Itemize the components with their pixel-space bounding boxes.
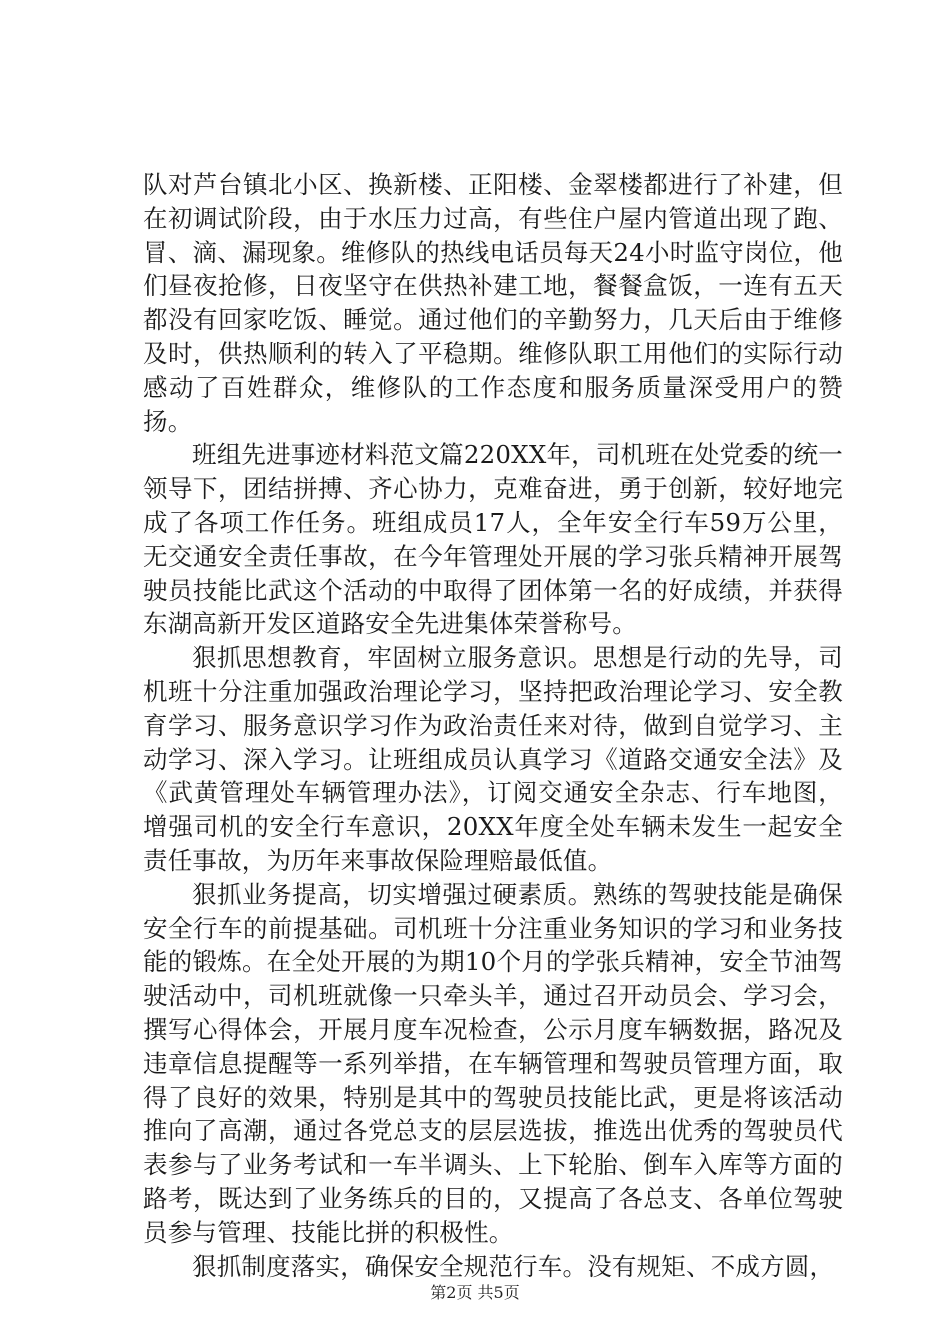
paragraph-driver-team-intro: 班组先进事迹材料范文篇220XX年，司机班在处党委的统一领导下，团结拼搏、齐心协力，克难奋进，勇于创新，较好地完成了各项工作任务。班组成员17人，全年安全行车59万公里，无交通安全责任事故，在今年管理处开展的学习张兵精神开展驾驶员技能比武这个活动的中取得了团体第一名的好成绩，并获得东湖高新开发区道路安全先进集体荣誉称号。 xyxy=(143,440,843,639)
paragraph-ideology-education: 狠抓思想教育，牢固树立服务意识。思想是行动的先导，司机班十分注重加强政治理论学习，坚持把政治理论学习、安全教育学习、服务意识学习作为政治责任来对待，做到自觉学习、主动学习、深入学习。让班组成员认真学习《道路交通安全法》及《武黄管理处车辆管理办法》，订阅交通安全杂志、行车地图，增强司机的安全行车意识，20XX年度全处车辆未发生一起安全责任事故，为历年来事故保险理赔最低值。 xyxy=(143,643,843,875)
page-footer: 第2页 共5页 xyxy=(430,1283,520,1302)
paragraph-skill-improvement: 狠抓业务提高，切实增强过硬素质。熟练的驾驶技能是确保安全行车的前提基础。司机班十分注重业务知识的学习和业务技能的锻炼。在全处开展的为期10个月的学张兵精神，安全节油驾驶活动中，司机班就像一只牵头羊，通过召开动员会、学习会，撰写心得体会，开展月度车况检查，公示月度车辆数据，路况及违章信息提醒等一系列举措，在车辆管理和驾驶员管理方面，取得了良好的效果，特别是其中的驾驶员技能比武，更是将该活动推向了高潮，通过各党总支的层层选拔，推选出优秀的驾驶员代表参与了业务考试和一车半调头、上下轮胎、倒车入库等方面的路考，既达到了业务练兵的目的，又提高了各总支、各单位驾驶员参与管理、技能比拼的积极性。 xyxy=(143,879,843,1247)
paragraph-system-implementation: 狠抓制度落实，确保安全规范行车。没有规矩、不成方圆， xyxy=(192,1251,835,1281)
document-body xyxy=(143,168,843,1283)
paragraph-continuation: 队对芦台镇北小区、换新楼、正阳楼、金翠楼都进行了补建，但在初调试阶段，由于水压力过高，有些住户屋内管道出现了跑、冒、滴、漏现象。维修队的热线电话员每天24小时监守岗位，他们昼夜抢修，日夜坚守在供热补建工地，餐餐盒饭，一连有五天都没有回家吃饭、睡觉。通过他们的辛勤努力，几天后由于维修及时，供热顺利的转入了平稳期。维修队职工用他们的实际行动感动了百姓群众，维修队的工作态度和服务质量深受用户的赞扬。 xyxy=(143,170,843,436)
